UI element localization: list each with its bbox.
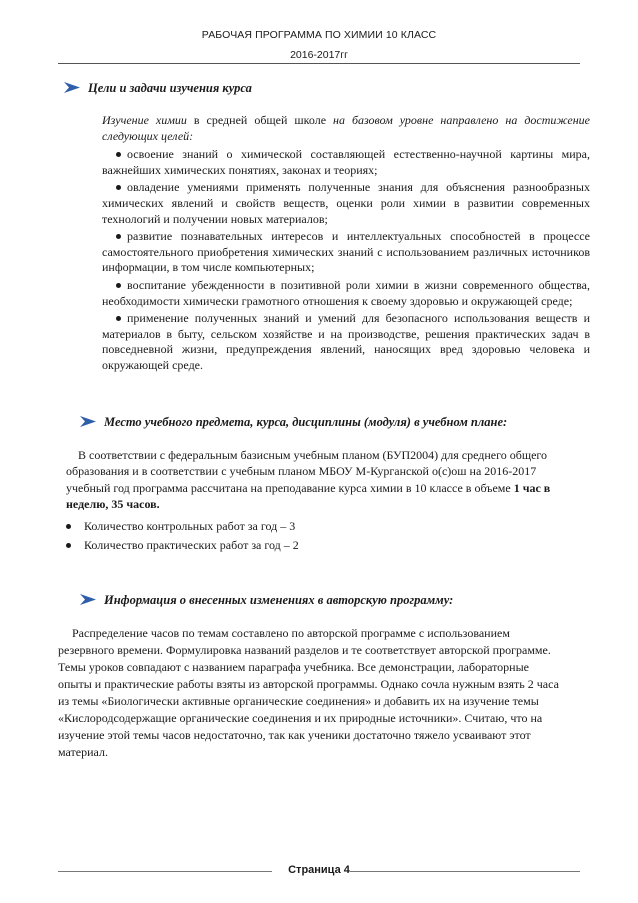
intro-plain: в средней общей школе [186, 113, 334, 127]
section-heading-place [80, 415, 507, 431]
section-heading-goals [64, 81, 252, 97]
goal-item-text: воспитание убежденности в позитивной роли химии в жизни современного общества, необходимости химически грамотного отношения к своему здоровью и окружающей среде; [102, 277, 590, 308]
goal-item-text: овладение умениями применять полученные знания для объяснения разнообразных химических явлений и свойств веществ, оценки роли химии в развитии современных технологий и получении новых материалов; [102, 180, 590, 226]
changes-body [58, 625, 564, 761]
list-item [66, 517, 562, 536]
place-body [66, 447, 562, 513]
goals-intro [102, 113, 590, 144]
section-heading-place-text: Место учебного предмета, курса, дисциплины (модуля) в учебном плане: [104, 415, 508, 429]
intro-italic-goals: на базовом уровне направлено на достижение следующих целей: [102, 113, 590, 143]
goals-body [102, 113, 590, 376]
list-item [66, 536, 562, 555]
list-item-text: Количество контрольных работ за год – 3 [84, 519, 296, 533]
arrow-bullet-icon [64, 82, 80, 97]
goal-item [102, 180, 590, 227]
bullet-dot-icon [66, 524, 71, 529]
list-item-text: Количество практических работ за год – 2 [84, 538, 299, 552]
document-header-year: 2016-2017гг [290, 49, 348, 61]
bullet-dot-icon [116, 234, 121, 239]
bullet-dot-icon [116, 316, 121, 321]
goal-item [102, 229, 590, 276]
section-heading-changes-text: Информация о внесенных изменениях в авторскую программу: [104, 593, 454, 607]
document-header-title: РАБОЧАЯ ПРОГРАММА ПО ХИМИИ 10 КЛАСС [201, 29, 437, 41]
bullet-dot-icon [116, 152, 121, 157]
goal-item [102, 311, 590, 373]
goal-item [102, 147, 590, 178]
goal-item-text: освоение знаний о химической составляющей естественно-научной картины мира, важнейших химических понятиях, законах и теориях; [102, 147, 590, 177]
section-heading-goals-text: Цели и задачи изучения курса [88, 81, 252, 95]
goal-item-text: применение полученных знаний и умений для безопасного использования веществ и материалов в быту, сельском хозяйстве и на производстве, решения практических задач в повседневной жизни, предупреждения явлений, наносящих вред здоровью человека и окружающей среде. [102, 311, 590, 372]
intro-italic-subject: Изучение химии [102, 113, 187, 127]
place-hours: 1 час в неделю, 35 часов. [66, 480, 551, 512]
goal-item [102, 278, 590, 309]
page-number: Страница 4 [288, 864, 350, 876]
bullet-dot-icon [116, 185, 121, 190]
bullet-dot-icon [116, 283, 121, 288]
work-count-list [66, 517, 562, 555]
goal-item-text: развитие познавательных интересов и интеллектуальных способностей в процессе самостоятельного приобретения химических знаний с использованием различных источников информации, в том числе компьютерных; [102, 229, 590, 275]
place-text: В соответствии с федеральным базисным учебным планом (БУП2004) для среднего общего образования и в соответствии с учебным планом МБОУ М-Курганской о(с)ош на 2016-2017 учебный год программа рассчитана на преподавание курса химии в 10 классе в объеме [66, 448, 548, 495]
changes-text: Распределение часов по темам составлено по авторской программе с использованием резервного времени. Формулировка названий разделов и те соответствует авторской программе. Темы уроков совпадают с названием параграфа учебника. Все демонстрации, лабораторные опыты и практические работы взяты из авторской программы. Однако сочла нужным взять 2 часа из темы «Биологически активные органические соединения» и добавить их на изучение темы «Кислородсодержащие органические соединения и их природные источники». Считаю, что на изучение этой темы часов недостаточно, так как ученики достаточно тяжело усваивают этот материал. [58, 626, 559, 759]
arrow-bullet-icon [80, 594, 96, 609]
section-heading-changes [80, 593, 453, 609]
bullet-dot-icon [66, 543, 71, 548]
header-divider [58, 63, 580, 64]
arrow-bullet-icon [80, 416, 96, 431]
